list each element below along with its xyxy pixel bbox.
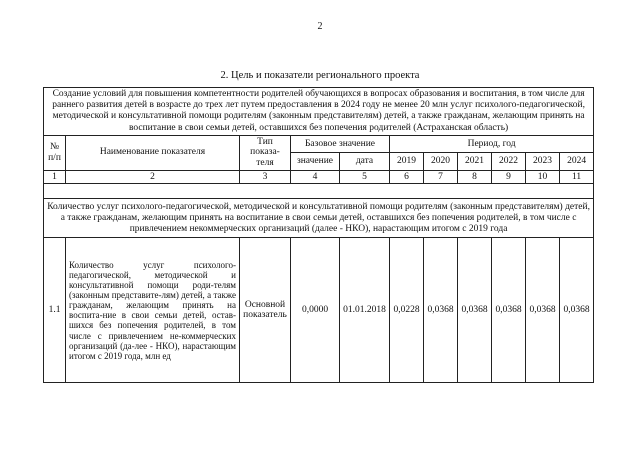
subsection-text: Количество услуг психолого-педагогической, методической и консультативной помощи родителям (законным представителям) детей, а также гражданам, желающим принять на воспитание в свои семьи детей, оставшихся без попечения родителей, в том числе с привлечением некоммерческих организаций (далее - НКО), нарастающим итогом с 2019 года [44,199,594,238]
column-number: 4 [291,170,340,184]
row-type: Основной показатель [240,238,291,383]
spacer-cell [44,184,594,199]
goal-row [44,88,594,136]
row-value-2023: 0,0368 [526,238,560,383]
header-year: 2024 [560,153,594,170]
row-indicator-name: Количество услуг психолого-педагогической, методической и консультативной помощи роди-телям (законным представите-лям) детей, а также гражданам, желающим принять на воспита-ние в свои семьи детей, остав-шихся без попечения родителей, в том числе с привлечением не-коммерческих организаций (да-лее - НКО), нарастающим итогом с 2019 года, млн ед [66,238,240,383]
row-value-2021: 0,0368 [458,238,492,383]
row-base-date: 01.01.2018 [340,238,390,383]
column-number: 9 [492,170,526,184]
column-number: 8 [458,170,492,184]
indicators-table [43,87,594,383]
header-year: 2022 [492,153,526,170]
header-year: 2021 [458,153,492,170]
goal-text: Создание условий для повышения компетентности родителей обучающихся в вопросах образования и воспитания, в том числе для раннего развития детей в возрасте до трех лет путем предоставления в 2024 году не менее 20 млн услуг психолого-педагогической, методической и консультативной помощи родителям (законным представителям) детей, а также гражданам, желающим принять на воспитание в свои семьи детей, оставшихся без попечения родителей (Астраханская область) [44,88,594,136]
header-base-date: дата [340,153,390,170]
section-title: 2. Цель и показатели регионального проекта [220,70,420,81]
column-number: 6 [390,170,424,184]
header-period: Период, год [390,135,594,152]
row-value-2022: 0,0368 [492,238,526,383]
row-value-2019: 0,0228 [390,238,424,383]
column-number: 5 [340,170,390,184]
header-name: Наименование показателя [66,135,240,170]
header-base-value: значение [291,153,340,170]
column-numbers-row [44,170,594,184]
header-year: 2019 [390,153,424,170]
row-num: 1.1 [44,238,66,383]
column-number: 7 [424,170,458,184]
page-number: 2 [317,21,323,32]
column-number: 1 [44,170,66,184]
row-value-2024: 0,0368 [560,238,594,383]
column-number: 3 [240,170,291,184]
header-num: № п/п [44,135,66,170]
subsection-row [44,199,594,238]
table-row [44,238,594,383]
header-row-1 [44,135,594,152]
row-base-value: 0,0000 [291,238,340,383]
column-number: 10 [526,170,560,184]
header-type: Тип показа-теля [240,135,291,170]
header-year: 2023 [526,153,560,170]
header-base: Базовое значение [291,135,390,152]
column-number: 2 [66,170,240,184]
row-value-2020: 0,0368 [424,238,458,383]
column-number: 11 [560,170,594,184]
spacer-row [44,184,594,199]
header-year: 2020 [424,153,458,170]
